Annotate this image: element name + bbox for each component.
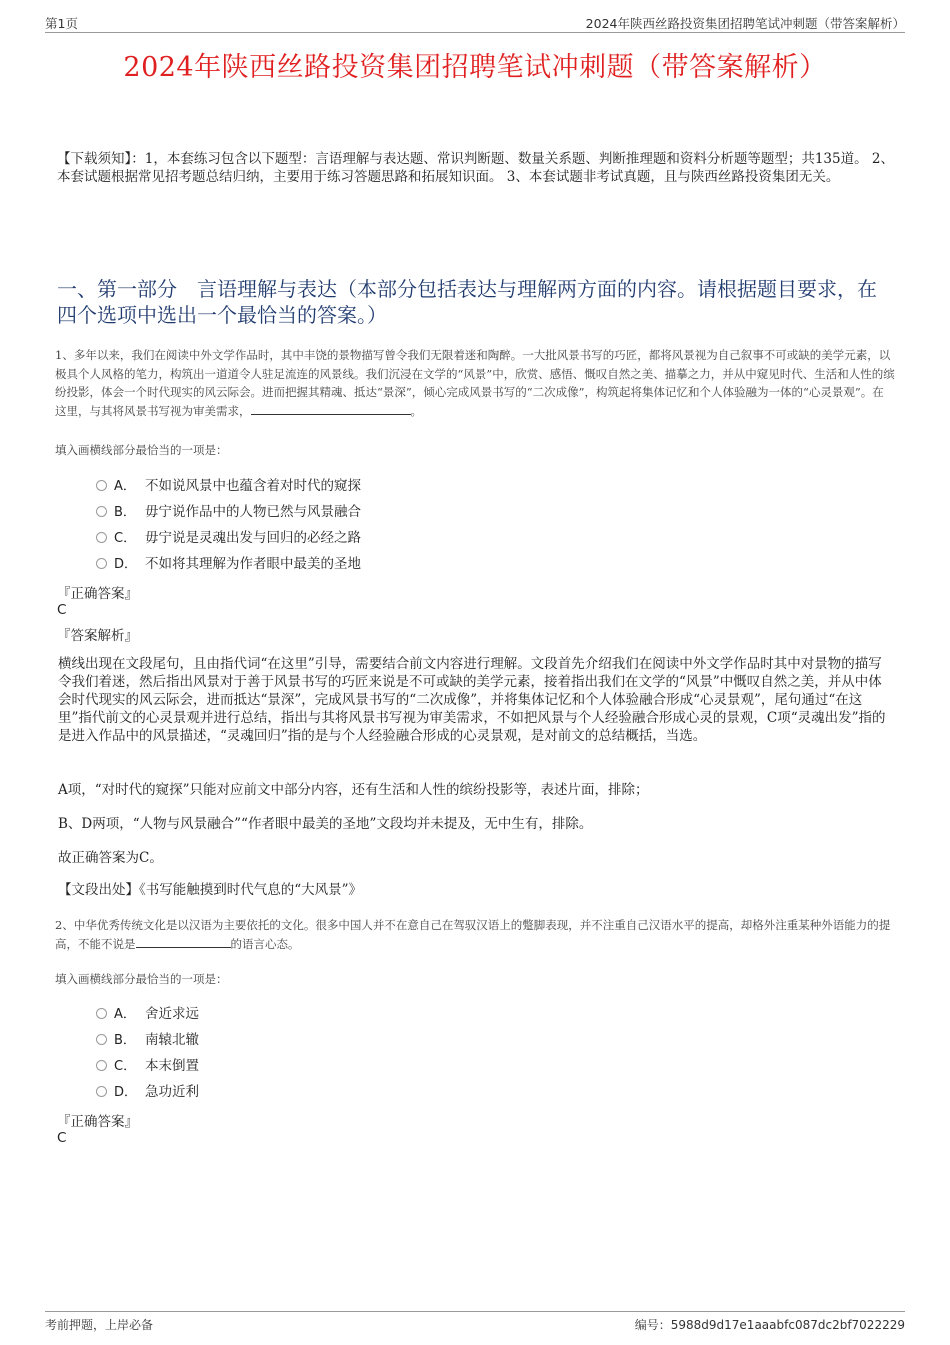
question-2-text: 2、中华优秀传统文化是以汉语为主要依托的文化。很多中国人并不在意自己在驾驭汉语上的蹩脚表现，并不注重自己汉语水平的提高，却格外注重某种外语能力的提高，不能不说是 bbox=[55, 918, 891, 951]
question-2-option-c[interactable]: C． 本末倒置 bbox=[96, 1056, 199, 1076]
analysis-paragraph: 故正确答案为C。 bbox=[58, 850, 163, 866]
question-1-prompt: 填入画横线部分最恰当的一项是： bbox=[55, 443, 228, 457]
source-citation: 【文段出处】《书写能触摸到时代气息的“大风景”》 bbox=[58, 882, 363, 898]
radio-icon[interactable] bbox=[96, 506, 107, 517]
page-footer bbox=[45, 1311, 905, 1332]
correct-answer-label: 『正确答案』 bbox=[57, 586, 138, 602]
question-2-option-d[interactable]: D． 急功近利 bbox=[96, 1082, 199, 1102]
radio-icon[interactable] bbox=[96, 532, 107, 543]
analysis-paragraph: B、D两项，“人物与风景融合”“作者眼中最美的圣地”文段均并未提及，无中生有，排除。 bbox=[58, 816, 593, 832]
fill-blank bbox=[251, 402, 411, 415]
analysis-paragraph: A项，“对时代的窥探”只能对应前文中部分内容，还有生活和人性的缤纷投影等，表述片面，排除； bbox=[58, 782, 649, 798]
radio-icon[interactable] bbox=[96, 480, 107, 491]
question-1-text: 1、多年以来，我们在阅读中外文学作品时，其中丰饶的景物描写曾令我们无限着迷和陶醉。一大批风景书写的巧匠，都将风景视为自己叙事不可或缺的美学元素，以极具个人风格的笔力，构筑出一道道令人驻足流连的风景线。我们沉浸在文学的“风景”中，欣赏、感悟、慨叹自然之美、描摹之力，并从中窥见时代、生活和人性的缤纷投影，体会一个时代现实的风云际会。进而把握其精魂、抵达“景深”，倾心完成风景书写的“二次成像”，构筑起将集体记忆和个人体验融为一体的“心灵景观”。在这里，与其将风景书写视为审美需求， bbox=[55, 348, 895, 418]
question-1-option-a[interactable]: A． 不如说风景中也蕴含着对时代的窥探 bbox=[96, 476, 361, 496]
question-1-option-d[interactable]: D． 不如将其理解为作者眼中最美的圣地 bbox=[96, 554, 361, 574]
question-2-prompt: 填入画横线部分最恰当的一项是： bbox=[55, 972, 228, 986]
section-heading: 一、第一部分 言语理解与表达（本部分包括表达与理解两方面的内容。请根据题目要求，在四个选项中选出一个最恰当的答案。） bbox=[57, 277, 877, 327]
correct-answer: C bbox=[57, 1130, 67, 1146]
correct-answer: C bbox=[57, 602, 67, 618]
header-doc-title: 2024年陕西丝路投资集团招聘笔试冲刺题（带答案解析） bbox=[585, 16, 905, 31]
question-2-option-b[interactable]: B． 南辕北辙 bbox=[96, 1030, 199, 1050]
question-1-option-c[interactable]: C． 毋宁说是灵魂出发与回归的必经之路 bbox=[96, 528, 361, 548]
radio-icon[interactable] bbox=[96, 1034, 107, 1045]
radio-icon[interactable] bbox=[96, 1060, 107, 1071]
download-notice: 【下载须知】：1，本套练习包含以下题型：言语理解与表达题、常识判断题、数量关系题、判断推理题和资料分析题等题型；共135道。 2、本套试题根据常见招考题总结归纳，主要用于练习答题思路和拓展知识面。 3、本套试题非考试真题，且与陕西丝路投资集团无关。 bbox=[57, 151, 894, 185]
radio-icon[interactable] bbox=[96, 558, 107, 569]
page-title: 2024年陕西丝路投资集团招聘笔试冲刺题（带答案解析） bbox=[123, 52, 827, 83]
question-2-option-a[interactable]: A． 舍近求远 bbox=[96, 1004, 199, 1024]
question-1-text-end: 。 bbox=[410, 403, 422, 418]
correct-answer-label: 『正确答案』 bbox=[57, 1114, 138, 1130]
question-2-stem bbox=[55, 916, 895, 953]
page-header bbox=[45, 12, 905, 33]
footer-serial: 编号：5988d9d17e1aaabfc087dc2bf7022229 bbox=[634, 1318, 905, 1332]
analysis-paragraph: 横线出现在文段尾句，且由指代词“在这里”引导，需要结合前文内容进行理解。文段首先介绍我们在阅读中外文学作品时其中对景物的描写令我们着迷，然后指出风景对于善于风景书写的巧匠来说是不可或缺的美学元素，接着指出我们在文学的“风景”中慨叹自然之美，并从中体会时代现实的风云际会，进而抵达“景深”，完成风景书写的“二次成像”，并将集体记忆和个人体验融合形成“心灵景观”，尾句通过“在这里”指代前文的心灵景观并进行总结，指出与其将风景书写视为审美需求，不如把风景与个人经验融合形成心灵的景观，C项“灵魂出发”指的是进入作品中的风景描述，“灵魂回归”指的是与个人经验融合形成的心灵景观，是对前文的总结概括，当选。 bbox=[58, 656, 886, 744]
question-1-stem bbox=[55, 346, 895, 420]
page-number: 第1页 bbox=[45, 16, 78, 31]
footer-slogan: 考前押题，上岸必备 bbox=[45, 1318, 154, 1332]
fill-blank bbox=[136, 935, 231, 948]
question-2-text-end: 的语言心态。 bbox=[230, 936, 300, 951]
radio-icon[interactable] bbox=[96, 1008, 107, 1019]
question-1-option-b[interactable]: B． 毋宁说作品中的人物已然与风景融合 bbox=[96, 502, 361, 522]
analysis-label: 『答案解析』 bbox=[57, 628, 138, 644]
radio-icon[interactable] bbox=[96, 1086, 107, 1097]
